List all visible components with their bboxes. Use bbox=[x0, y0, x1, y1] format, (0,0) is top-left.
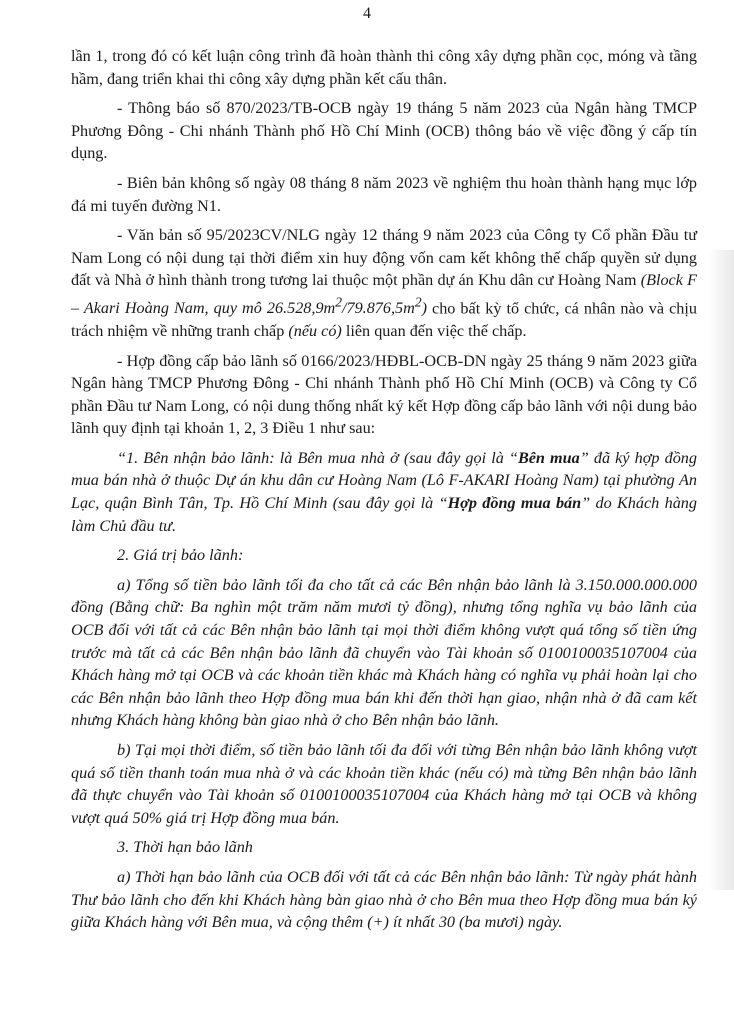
text-run: /79.876,5m bbox=[341, 299, 415, 318]
superscript: 2 bbox=[414, 294, 422, 310]
text-run: ” do Khách hàng làm Chủ đầu tư. bbox=[71, 494, 697, 535]
quote-item-2b: b) Tại mọi thời điểm, số tiền bảo lãnh tối đa đối với từng Bên nhận bảo lãnh không vượt quá số tiền thanh toán mua nhà ở và các khoản tiền khác (nếu có) mà từng Bên nhận bảo lãnh đã thực chuyển vào Tài khoản số 0100100035107004 của Khách hàng mở tại OCB và không vượt quá 50% giá trị Hợp đồng mua bán. bbox=[71, 741, 697, 827]
paragraph-acceptance-record: - Biên bản không số ngày 08 tháng 8 năm 2023 về nghiệm thu hoàn thành hạng mục lớp đá mi tuyến đường N1. bbox=[71, 173, 697, 215]
text-run: ” đã ký hợp đồng mua bán nhà ở thuộc Dự án khu dân cư Hoàng Nam (Lô F-AKARI Hoàng Nam) tại phường An Lạc, quận Bình Tân, Tp. Hồ Chí Minh (sau đây gọi là “ bbox=[71, 448, 697, 513]
bold-term-contract: Hợp đồng mua bán bbox=[447, 494, 582, 513]
scan-shadow bbox=[708, 250, 734, 890]
paragraph-guarantee-contract: - Hợp đồng cấp bảo lãnh số 0166/2023/HĐBL-OCB-DN ngày 25 tháng 9 năm 2023 giữa Ngân hàng TMCP Phương Đông - Chi nhánh Thành phố Hồ Chí Minh (OCB) và Công ty Cổ phần Đầu tư Nam Long, có nội dung thống nhất ký kết Hợp đồng cấp bảo lãnh với nội dung bảo lãnh quy định tại khoản 1, 2, 3 Điều 1 như sau: bbox=[71, 351, 697, 438]
text-run: - Văn bản số 95/2023CV/NLG ngày 12 tháng 9 năm 2023 của Công ty Cổ phần Đầu tư Nam Long có nội dung tại thời điểm xin huy động vốn cam kết không thế chấp quyền sử dụng đất và Nhà ở hình thành trong tương lai thuộc một phần dự án Khu dân cư Hoàng Nam bbox=[71, 226, 697, 290]
superscript: 2 bbox=[335, 294, 342, 310]
bold-term-buyer: Bên mua bbox=[517, 448, 580, 467]
text-run: ) bbox=[421, 299, 427, 318]
quote-item-2a: a) Tổng số tiền bảo lãnh tối đa cho tất cả các Bên nhận bảo lãnh là 3.150.000.000.000 đồng (Bằng chữ: Ba nghìn một trăm năm mươi tỷ đồng), nhưng tổng nghĩa vụ bảo lãnh của OCB đối với tất cả các Bên nhận bảo lãnh tại mọi thời điểm không vượt quá tổng số tiền ứng trước mà tất cả các Bên nhận bảo lãnh đã chuyển vào Tài khoản số 0100100035107004 của Khách hàng mở tại OCB và các khoản tiền khác mà Khách hàng có nghĩa vụ phải hoàn lại cho các Bên nhận bảo lãnh theo Hợp đồng mua bán khi đến thời hạn giao, nhận nhà ở đã cam kết nhưng Khách hàng không bàn giao nhà ở cho Bên nhận bảo lãnh. bbox=[71, 575, 697, 730]
document-body bbox=[71, 45, 697, 941]
text-run: (Block F – Akari Hoàng Nam, quy mô 26.528,9m bbox=[71, 271, 697, 318]
text-run: cho bất kỳ tổ chức, cá nhân nào và chịu trách nhiệm về những tranh chấp bbox=[71, 299, 697, 340]
text-run: liên quan đến việc thế chấp. bbox=[341, 321, 527, 340]
paragraph-notice-870: - Thông báo số 870/2023/TB-OCB ngày 19 tháng 5 năm 2023 của Ngân hàng TMCP Phương Đông - Chi nhánh Thành phố Hồ Chí Minh (OCB) thông báo về việc đồng ý cấp tín dụng. bbox=[71, 99, 697, 163]
paragraph-continuation: lần 1, trong đó có kết luận công trình đã hoàn thành thi công xây dựng phần cọc, móng và tầng hầm, đang triển khai thi công xây dựng phần kết cấu thân. bbox=[71, 47, 697, 88]
quote-item-2-heading: 2. Giá trị bảo lãnh: bbox=[117, 546, 244, 565]
paragraph-document-95 bbox=[71, 224, 697, 342]
text-run: “1. Bên nhận bảo lãnh: là Bên mua nhà ở (sau đây gọi là “ bbox=[117, 448, 518, 467]
page-number: 4 bbox=[363, 5, 371, 22]
if-any-note: (nếu có) bbox=[288, 321, 342, 340]
quote-item-3a: a) Thời hạn bảo lãnh của OCB đối với tất cả các Bên nhận bảo lãnh: Từ ngày phát hành Thư bảo lãnh cho đến khi Khách hàng bàn giao nhà ở cho Bên mua theo Hợp đồng mua bán ký giữa Khách hàng với Bên mua, và cộng thêm (+) ít nhất 30 (ba mươi) ngày. bbox=[71, 867, 697, 932]
quote-item-3-heading: 3. Thời hạn bảo lãnh bbox=[117, 838, 253, 857]
quote-item-1 bbox=[71, 447, 697, 537]
